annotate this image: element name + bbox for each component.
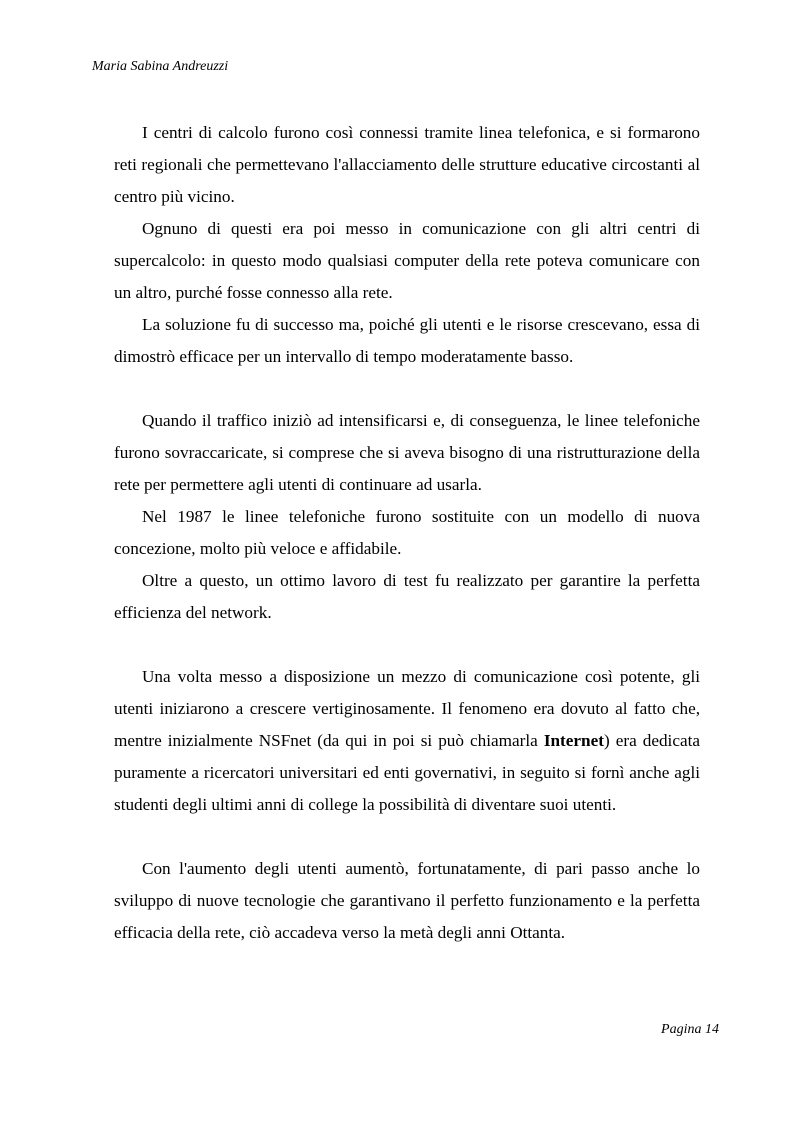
page-number: Pagina 14 — [661, 1022, 719, 1037]
paragraph-supercomputing-network: Ognuno di questi era poi messo in comunicazione con gli altri centri di supercalcolo: in questo modo qualsiasi computer della rete poteva comunicare con un altro, purché fosse connesso alla rete. — [114, 219, 700, 302]
document-body — [114, 117, 700, 949]
paragraph-internet-growth — [114, 661, 700, 821]
paragraph-testing: Oltre a questo, un ottimo lavoro di test fu realizzato per garantire la perfetta efficienza del network. — [114, 571, 700, 622]
internet-paragraph-text-after: ) era dedicata puramente a ricercatori universitari ed enti governativi, in seguito si fornì anche agli studenti degli ultimi anni di college la possibilità di diventare suoi utenti. — [114, 731, 700, 814]
internet-bold-term: Internet — [543, 731, 604, 750]
internet-paragraph-text-before: Una volta messo a disposizione un mezzo di comunicazione così potente, gli utenti iniziarono a crescere vertiginosamente. Il fenomeno era dovuto al fatto che, mentre inizialmente NSFnet (da qui in poi si può chiamarla — [114, 667, 700, 750]
paragraph-solution-success: La soluzione fu di successo ma, poiché gli utenti e le risorse crescevano, essa di dimostrò efficace per un intervallo di tempo moderatamente basso. — [114, 315, 700, 366]
paragraph-1987-lines: Nel 1987 le linee telefoniche furono sostituite con un modello di nuova concezione, molto più veloce e affidabile. — [114, 507, 700, 558]
paragraph-computing-centers: I centri di calcolo furono così connessi tramite linea telefonica, e si formarono reti regionali che permettevano l'allacciamento delle strutture educative circostanti al centro più vicino. — [114, 123, 700, 206]
running-header-author: Maria Sabina Andreuzzi — [92, 59, 229, 74]
paragraph-new-technologies: Con l'aumento degli utenti aumentò, fortunatamente, di pari passo anche lo sviluppo di nuove tecnologie che garantivano il perfetto funzionamento e la perfetta efficacia della rete, ciò accadeva verso la metà degli anni Ottanta. — [114, 859, 700, 942]
paragraph-traffic-increase: Quando il traffico iniziò ad intensificarsi e, di conseguenza, le linee telefoniche furono sovraccaricate, si comprese che si aveva bisogno di una ristrutturazione della rete per permettere agli utenti di continuare ad usarla. — [114, 411, 700, 494]
